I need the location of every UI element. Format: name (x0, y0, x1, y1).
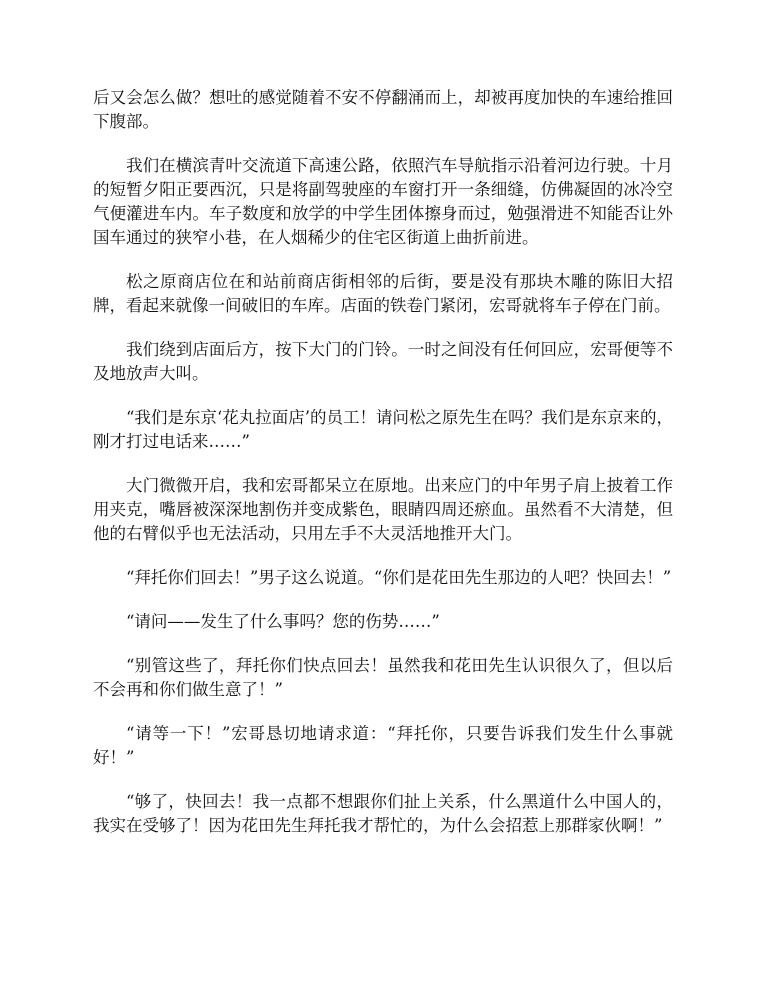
paragraph-2: 我们在横滨青叶交流道下高速公路，依照汽车导航指示沿着河边行驶。十月的短暂夕阳正要西沉，只是将副驾驶座的车窗打开一条细缝，仿佛凝固的冰冷空气便灌进车内。车子数度和放学的中学生团体擦身而过，勉强滑进不知能否让外国车通过的狭窄小巷，在人烟稀少的住宅区街道上曲折前进。 (93, 156, 673, 247)
paragraph-3: 松之原商店位在和站前商店街相邻的后街，要是没有那块木雕的陈旧大招牌，看起来就像一间破旧的车库。店面的铁卷门紧闭，宏哥就将车子停在门前。 (93, 272, 673, 315)
paragraph-8: “请问——发生了什么事吗？您的伤势……” (126, 612, 440, 631)
paragraph-6: 大门微微开启，我和宏哥都呆立在原地。出来应门的中年男子肩上披着工作用夹克，嘴唇被深深地割伤并变成紫色，眼睛四周还瘀血。虽然看不大清楚，但他的右臂似乎也无法活动，只用左手不大灵活地推开大门。 (93, 476, 673, 543)
paragraph-4: 我们绕到店面后方，按下大门的门铃。一时之间没有任何回应，宏哥便等不及地放声大叫。 (93, 340, 673, 383)
paragraph-7: “拜托你们回去！”男子这么说道。“你们是花田先生那边的人吧？快回去！” (126, 568, 672, 587)
paragraph-10: “请等一下！”宏哥恳切地请求道：“拜托你，只要告诉我们发生什么事就好！” (93, 724, 673, 767)
paragraph-11: “够了，快回去！我一点都不想跟你们扯上关系，什么黑道什么中国人的，我实在受够了！因为花田先生拜托我才帮忙的，为什么会招惹上那群家伙啊！” (93, 792, 673, 835)
paragraph-5: “我们是东京‘花丸拉面店’的员工！请问松之原先生在吗？我们是东京来的，刚才打过电话来……” (93, 408, 673, 451)
paragraph-9: “别管这些了，拜托你们快点回去！虽然我和花田先生认识很久了，但以后不会再和你们做生意了！” (93, 656, 673, 699)
document-body (93, 86, 673, 858)
paragraph-1: 后又会怎么做？想吐的感觉随着不安不停翻涌而上，却被再度加快的车速给推回下腹部。 (93, 88, 673, 131)
